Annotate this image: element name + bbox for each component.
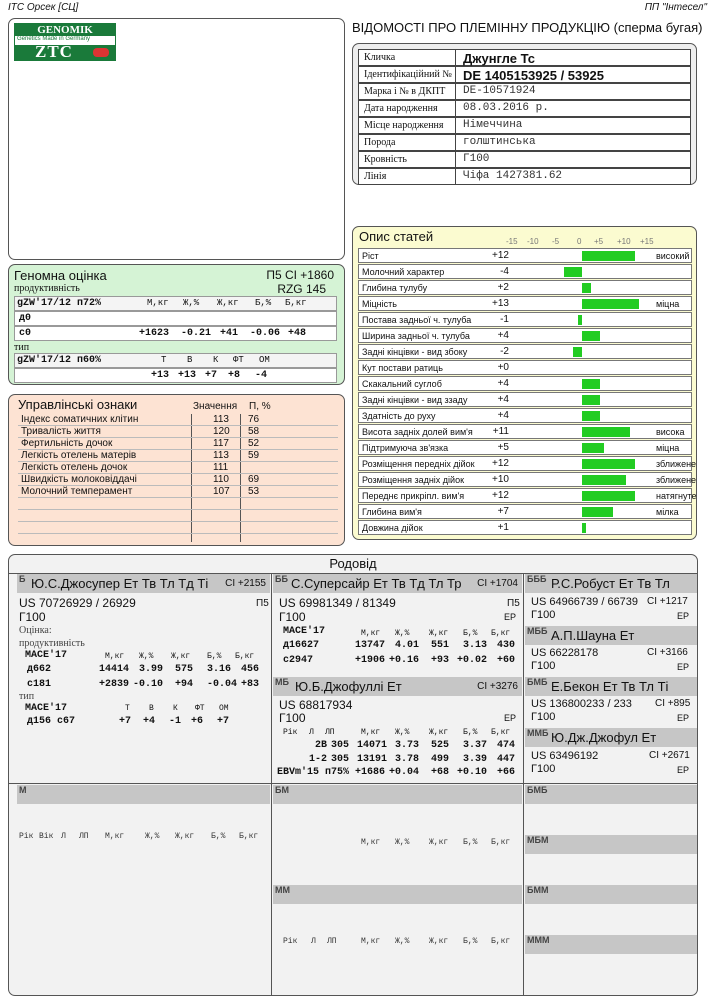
ancestor-bbb-bar: БББ Р.С.Робуст Ет Тв Тл	[525, 574, 697, 593]
trait-name: Підтримуюча зв'язка	[362, 443, 449, 453]
trait-name: Ріст	[362, 251, 379, 261]
linear-trait-row	[358, 488, 697, 503]
trait-value: -1	[500, 314, 509, 325]
identity-row: Ідентифікаційний № DE 1405153925 / 53925	[358, 66, 691, 83]
grandsire-bb-name: С.Суперсайр Ет Тв Тд Тл Тр	[291, 576, 462, 591]
linear-trait-row	[358, 328, 692, 343]
ancestor-mbb-bar: МББ А.П.Шауна Ет	[525, 626, 697, 645]
mbm-bar: МБМ	[525, 835, 697, 854]
trait-bar	[582, 443, 604, 453]
scale-tick: +15	[640, 237, 654, 246]
linear-trait-row	[358, 264, 692, 279]
bmb2-bar: БМБ	[525, 785, 697, 804]
granddam-mb-bar: МБ Ю.Б.Джофуллі Ет CI +3276	[273, 677, 522, 696]
identity-row: Порода голштинська	[358, 134, 691, 151]
trait-bar	[582, 299, 639, 309]
ancestor-bmb-bar: БМБ Е.Бекон Ет Тв Тл Ті	[525, 677, 697, 696]
page-title: ВІДОМОСТІ ПРО ПЛЕМІННУ ПРОДУКЦІЮ (сперма бугая)	[352, 20, 703, 35]
trait-name: Глибина вим'я	[362, 507, 422, 517]
identity-row: Місце народження Німеччина	[358, 117, 691, 134]
management-col-value: Значення	[193, 401, 238, 412]
dam-bar: М	[17, 785, 270, 804]
linear-trait-row	[358, 280, 692, 295]
trait-bar	[564, 267, 582, 277]
genomic-ci: П5 CI +1860	[266, 268, 334, 282]
trait-name: Постава задньої ч. тулуба	[362, 315, 472, 325]
trait-bar	[582, 523, 586, 533]
linear-traits	[352, 226, 697, 540]
table-row: Легкість отелень матерів 113 59	[18, 450, 338, 462]
mmm-bar: МММ	[525, 935, 697, 954]
table-row	[18, 522, 338, 534]
header-right: ПП "Інтесел"	[644, 2, 707, 13]
trait-value: +7	[497, 506, 509, 517]
linear-trait-row	[358, 296, 692, 311]
trait-value: +12	[492, 250, 509, 261]
trait-comment: зближене	[656, 459, 697, 469]
table-row: Молочний темперамент 107 53	[18, 486, 338, 498]
logo	[14, 23, 116, 61]
granddam-mb-name: Ю.Б.Джофуллі Ет	[295, 679, 402, 694]
trait-name: Здатність до руху	[362, 411, 436, 421]
ancestor-mbb-name: А.П.Шауна Ет	[551, 628, 635, 643]
genomic-evaluation	[8, 264, 345, 385]
trait-name: Глибина тулубу	[362, 283, 428, 293]
trait-name: Задні кінцівки - вид ззаду	[362, 395, 468, 405]
trait-bar	[573, 347, 582, 357]
table-row	[18, 510, 338, 522]
linear-trait-row	[358, 376, 692, 391]
trait-bar	[582, 331, 600, 341]
pedigree: Родовід Б Ю.С.Джосупер Ет Тв Тл Тд Ті CI +2155 US 70726929 / 26929 П5 Г100 Оцінка: продуктивність MACE'17 М,кг Ж,% Ж,кг Б,% Б,кг д662 14414 3.99 575 3.16 456 с181 +2839 -0.10 +94 -0.04 +83 тип MACE'17 Т В К ФТ ОМ д156 с67 +7 +4 -1 +6 +7 ББ С.Суперсайр Ет Тв Тд Тл Тр CI +1704 US 69981349 / 81349 П5 Г100 ЕР MACE'17 М,кг Ж,% Ж,кг Б,% Б,кг д16627 13747 4.01 551 3.13 430 с2947 +1906 +0.16 +93 +0.02 +60 МБ Ю.Б.Джофуллі Ет CI +3276 US 68817934 Г100 ЕР Рік Л ЛП М,кг Ж,% Ж,кг Б,% Б,кг 2В 305 14071 3.73 525 3.37 474 1-2 305 13191 3.78 499 3.39 447 EBVm'15 п75% +1686 +0.04 +68 +0.10 +66 БББ Р.С.Робуст Ет Тв Тл US 64966739 / 66739 CI +1217 Г100 ЕР МББ А.П.Шауна Ет US 66228178 CI +3166 Г100 ЕР БМБ Е.Бекон Ет Тв Тл Ті US 136800233 / 233 CI +895 Г100 ЕР ММБ Ю.Дж.Джофул Ет US 63496192 CI +2671 Г100 ЕР М Рік Вік Л ЛП М,кг Ж,% Ж,кг Б,% Б,кг БМ М,кг Ж,% Ж,кг Б,% Б,кг ММ Рік Л ЛП М,кг Ж,% Ж,кг Б,% Б,кг БМБ МБМ БММ МММ	[8, 554, 698, 996]
ancestor-bmb-name: Е.Бекон Ет Тв Тл Ті	[551, 679, 669, 694]
linear-trait-row	[358, 392, 692, 407]
identity-row: Кровність Г100	[358, 151, 691, 168]
table-row	[18, 498, 338, 510]
linear-trait-row	[358, 248, 692, 263]
management-traits	[8, 394, 345, 546]
trait-value: +4	[497, 330, 509, 341]
trait-name: Молочний характер	[362, 267, 445, 277]
linear-trait-row	[358, 504, 692, 519]
trait-bar	[582, 283, 591, 293]
header-left: ІТС Орсек [СЦ]	[8, 2, 79, 13]
trait-value: +10	[492, 474, 509, 485]
genomic-row-d: д0	[14, 311, 337, 326]
mm-bar: ММ	[273, 885, 522, 904]
linear-trait-row	[358, 456, 697, 471]
table-row: Швидкість молоковіддачі 110 69	[18, 474, 338, 486]
trait-value: +11	[492, 426, 509, 437]
trait-name: Довжина дійок	[362, 523, 423, 533]
logo-name: GENOMIK	[15, 24, 115, 36]
genomic-type-header: gZW'17/12 п60% Т В К ФТ ОМ	[14, 353, 337, 368]
ancestor-mmb-bar: ММБ Ю.Дж.Джофул Ет	[525, 728, 697, 747]
logo-tagline: Genetics Made in Germany	[17, 36, 91, 42]
logo-mark: ZTC	[35, 42, 73, 61]
trait-value: +4	[497, 410, 509, 421]
trait-bar	[582, 475, 626, 485]
trait-name: Міцність	[362, 299, 397, 309]
trait-value: -4	[500, 266, 509, 277]
identity-row: Марка і № в ДКПТ DE-10571924	[358, 83, 691, 100]
sire-id: US 70726929 / 26929	[19, 596, 136, 610]
trait-bar	[582, 411, 600, 421]
linear-trait-row	[358, 408, 692, 423]
trait-name: Висота задніх долей вим'я	[362, 427, 473, 437]
trait-name: Кут постави ратиць	[362, 363, 443, 373]
scale-tick: +10	[617, 237, 631, 246]
trait-bar	[582, 491, 635, 501]
table-row: Легкість отелень дочок 111	[18, 462, 338, 474]
linear-trait-row	[358, 424, 692, 439]
trait-comment: високий	[656, 251, 690, 261]
trait-value: +0	[497, 362, 509, 373]
identity-row: Лінія Чіфа 1427381.62	[358, 168, 691, 185]
trait-name: Переднє прикріпл. вим'я	[362, 491, 465, 501]
table-row: Індекс соматичних клітин 113 76	[18, 414, 338, 426]
linear-trait-row	[358, 520, 692, 535]
trait-comment: зближене	[656, 475, 697, 485]
trait-name: Ширина задньої ч. тулуба	[362, 331, 470, 341]
trait-comment: міцна	[656, 443, 680, 453]
trait-comment: мілка	[656, 507, 679, 517]
table-row: Тривалість життя 120 58	[18, 426, 338, 438]
identity-row: Кличка Джунгле Тс	[358, 49, 691, 66]
genomic-prod-header: gZW'17/12 п72% М,кг Ж,% Ж,кг Б,% Б,кг	[14, 296, 337, 311]
trait-bar	[582, 427, 630, 437]
genomic-type-values: +13 +13 +7 +8 -4	[14, 368, 337, 383]
trait-value: +2	[497, 282, 509, 293]
trait-value: +13	[492, 298, 509, 309]
genomic-rzg: RZG 145	[277, 282, 326, 296]
trait-name: Розміщення передніх дійок	[362, 459, 475, 469]
genomic-type-label: тип	[14, 342, 30, 353]
sire-name: Ю.С.Джосупер Ет Тв Тл Тд Ті	[31, 576, 209, 591]
trait-name: Скакальний суглоб	[362, 379, 442, 389]
trait-bar	[582, 379, 600, 389]
trait-name: Задні кінцівки - вид збоку	[362, 347, 468, 357]
genomic-prod-label: продуктивність	[14, 283, 80, 294]
linear-trait-row	[358, 440, 692, 455]
trait-bar	[582, 507, 613, 517]
identity-table	[352, 43, 697, 185]
linear-trait-row	[358, 344, 692, 359]
trait-comment: натягнуте	[656, 491, 697, 501]
scale-tick: -15	[506, 237, 518, 246]
management-col-pct: П, %	[249, 401, 271, 412]
scale-tick: +5	[594, 237, 604, 246]
logo-cow-icon	[93, 48, 109, 57]
trait-value: +1	[497, 522, 509, 533]
genomic-title: Геномна оцінка	[14, 268, 107, 283]
trait-value: +5	[497, 442, 509, 453]
trait-bar	[582, 251, 635, 261]
ancestor-mmb-name: Ю.Дж.Джофул Ет	[551, 730, 657, 745]
trait-value: +4	[497, 394, 509, 405]
scale-tick: -5	[552, 237, 560, 246]
linear-trait-row	[358, 312, 692, 327]
trait-bar	[582, 459, 635, 469]
trait-value: +12	[492, 490, 509, 501]
trait-bar	[578, 315, 582, 325]
management-title: Управлінські ознаки	[18, 397, 138, 412]
trait-name: Розміщення задніх дійок	[362, 475, 465, 485]
trait-value: +12	[492, 458, 509, 469]
bmm-bar: БММ	[525, 885, 697, 904]
bm-bar: БМ	[273, 785, 522, 804]
genomic-row-c: с0 +1623 -0.21 +41 -0.06 +48	[14, 326, 337, 341]
management-table	[18, 414, 338, 542]
table-row: Фертильність дочок 117 52	[18, 438, 338, 450]
scale-tick: -10	[527, 237, 539, 246]
trait-comment: висока	[656, 427, 685, 437]
trait-comment: міцна	[656, 299, 680, 309]
scale-tick: 0	[577, 237, 582, 246]
linear-trait-row	[358, 360, 692, 375]
linear-title: Опис статей	[359, 229, 434, 244]
pedigree-title: Родовід	[329, 556, 377, 571]
ancestor-bbb-name: Р.С.Робуст Ет Тв Тл	[551, 576, 670, 591]
trait-bar	[582, 395, 600, 405]
grandsire-bb-bar: ББ С.Суперсайр Ет Тв Тд Тл Тр CI +1704	[273, 574, 522, 593]
linear-trait-row	[358, 472, 697, 487]
trait-value: +4	[497, 378, 509, 389]
sire-bar: Б Ю.С.Джосупер Ет Тв Тл Тд Ті CI +2155	[17, 574, 270, 593]
photo-box	[8, 18, 345, 260]
identity-row: Дата народження 08.03.2016 р.	[358, 100, 691, 117]
trait-value: -2	[500, 346, 509, 357]
